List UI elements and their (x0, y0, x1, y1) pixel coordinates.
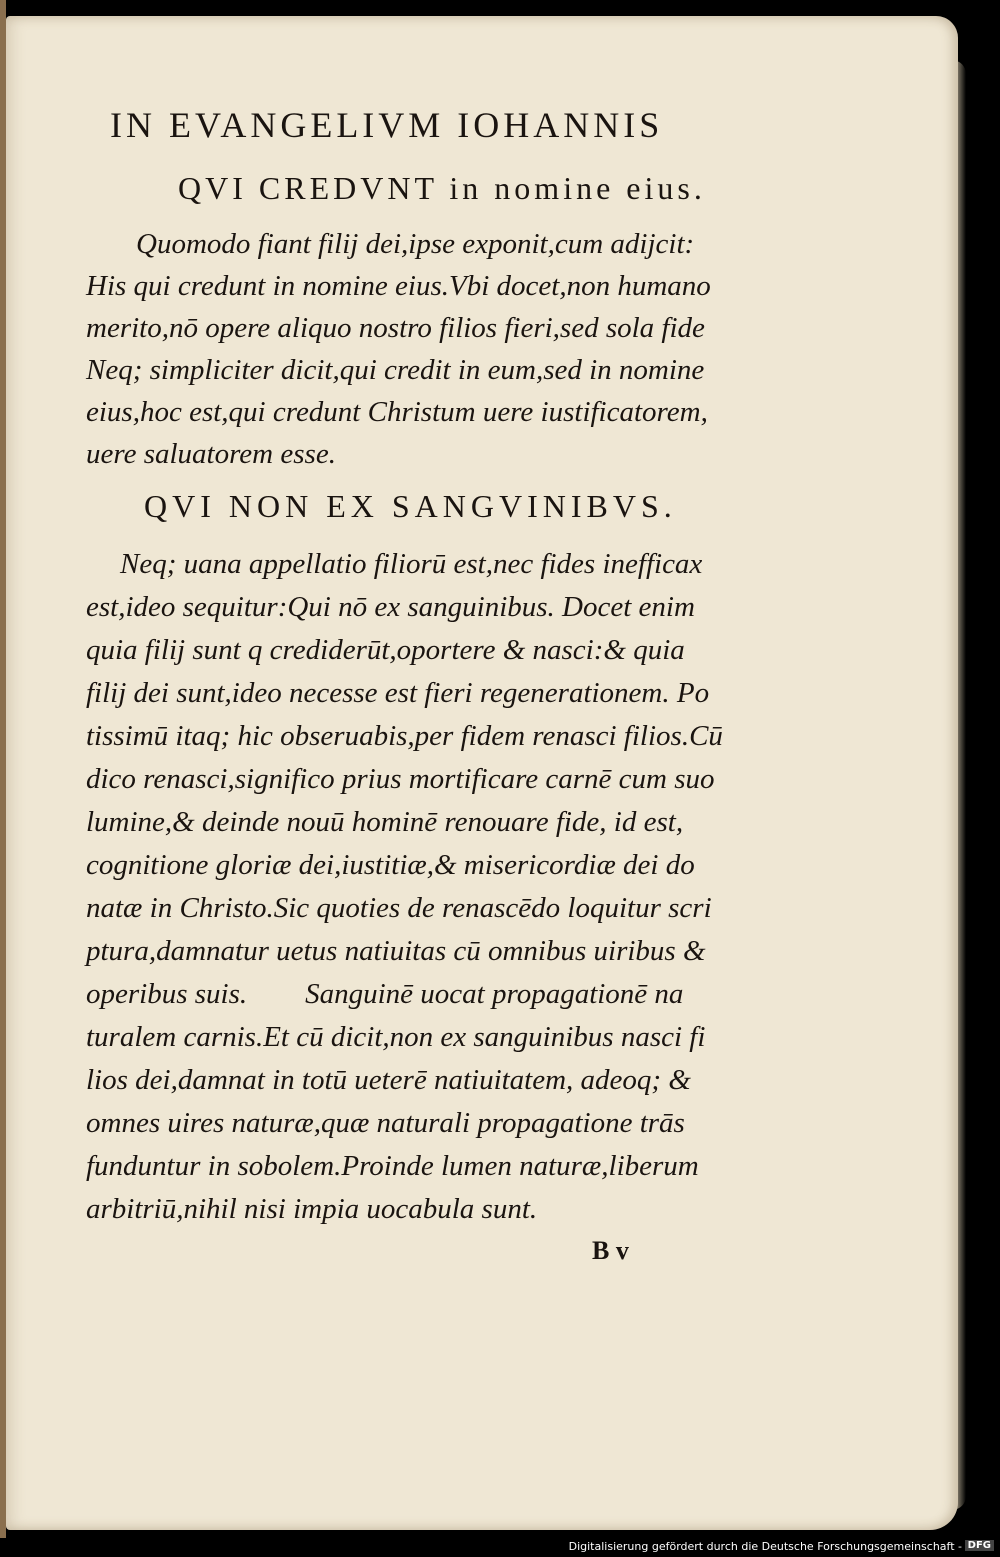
paragraph-1-line: Quomodo fiant filij dei,ipse exponit,cum adijcit: (136, 228, 695, 260)
section-heading-2: QVI NON EX SANGVINIBVS. (144, 488, 677, 524)
paragraph-2-line: cognitione gloriæ dei,iustitiæ,& misericordiæ dei do (86, 849, 695, 881)
paragraph-2-line: lumine,& deinde nouū hominē renouare fide, id est, (86, 806, 684, 838)
paragraph-2-line: funduntur in sobolem.Proinde lumen naturæ,liberum (86, 1150, 699, 1182)
paragraph-2-line: lios dei,damnat in totū ueterē natiuitatem, adeoq; & (86, 1064, 691, 1096)
paragraph-1-line: merito,nō opere aliquo nostro filios fieri,sed sola fide (86, 312, 705, 344)
paragraph-2-line: filij dei sunt,ideo necesse est fieri regenerationem. Po (86, 677, 710, 709)
dfg-logo: DFG (965, 1540, 994, 1551)
paragraph-1-line: eius,hoc est,qui credunt Christum uere iustificatorem, (86, 396, 708, 428)
paragraph-2-line: quia filij sunt q crediderūt,oportere & nasci:& quia (86, 634, 685, 666)
paragraph-2-line: ptura,damnatur uetus natiuitas cū omnibus uiribus & (86, 935, 706, 967)
paragraph-2-line: omnes uires naturæ,quæ naturali propagatione trās (86, 1107, 685, 1139)
paragraph-1-line: Neq; simpliciter dicit,qui credit in eum,sed in nomine (86, 354, 705, 386)
paragraph-2-line: Neq; uana appellatio filiorū est,nec fides inefficax (120, 548, 703, 580)
paragraph-1-line: His qui credunt in nomine eius.Vbi docet,non humano (86, 270, 711, 302)
paragraph-1-line: uere saluatorem esse. (86, 438, 336, 470)
paragraph-2-line: arbitriū,nihil nisi impia uocabula sunt. (86, 1193, 538, 1225)
paragraph-2-line: operibus suis. Sanguinē uocat propagationē na (86, 978, 684, 1010)
funding-credit: Digitalisierung gefördert durch die Deutsche Forschungsgemeinschaft - (568, 1540, 962, 1553)
signature-mark: B v (592, 1236, 629, 1265)
paragraph-2-line: est,ideo sequitur:Qui nō ex sanguinibus. Docet enim (86, 591, 695, 623)
section-heading-1: QVI CREDVNT in nomine eius. (178, 170, 706, 206)
running-head: IN EVANGELIVM IOHANNIS (110, 105, 664, 145)
book-page (6, 16, 958, 1530)
paragraph-2-line: turalem carnis.Et cū dicit,non ex sanguinibus nasci fi (86, 1021, 706, 1053)
paragraph-2-line: dico renasci,significo prius mortificare carnē cum suo (86, 763, 715, 795)
paragraph-2-line: tissimū itaq; hic obseruabis,per fidem renasci filios.Cū (86, 720, 723, 752)
paragraph-2-line: natæ in Christo.Sic quoties de renascēdo loquitur scri (86, 892, 712, 924)
